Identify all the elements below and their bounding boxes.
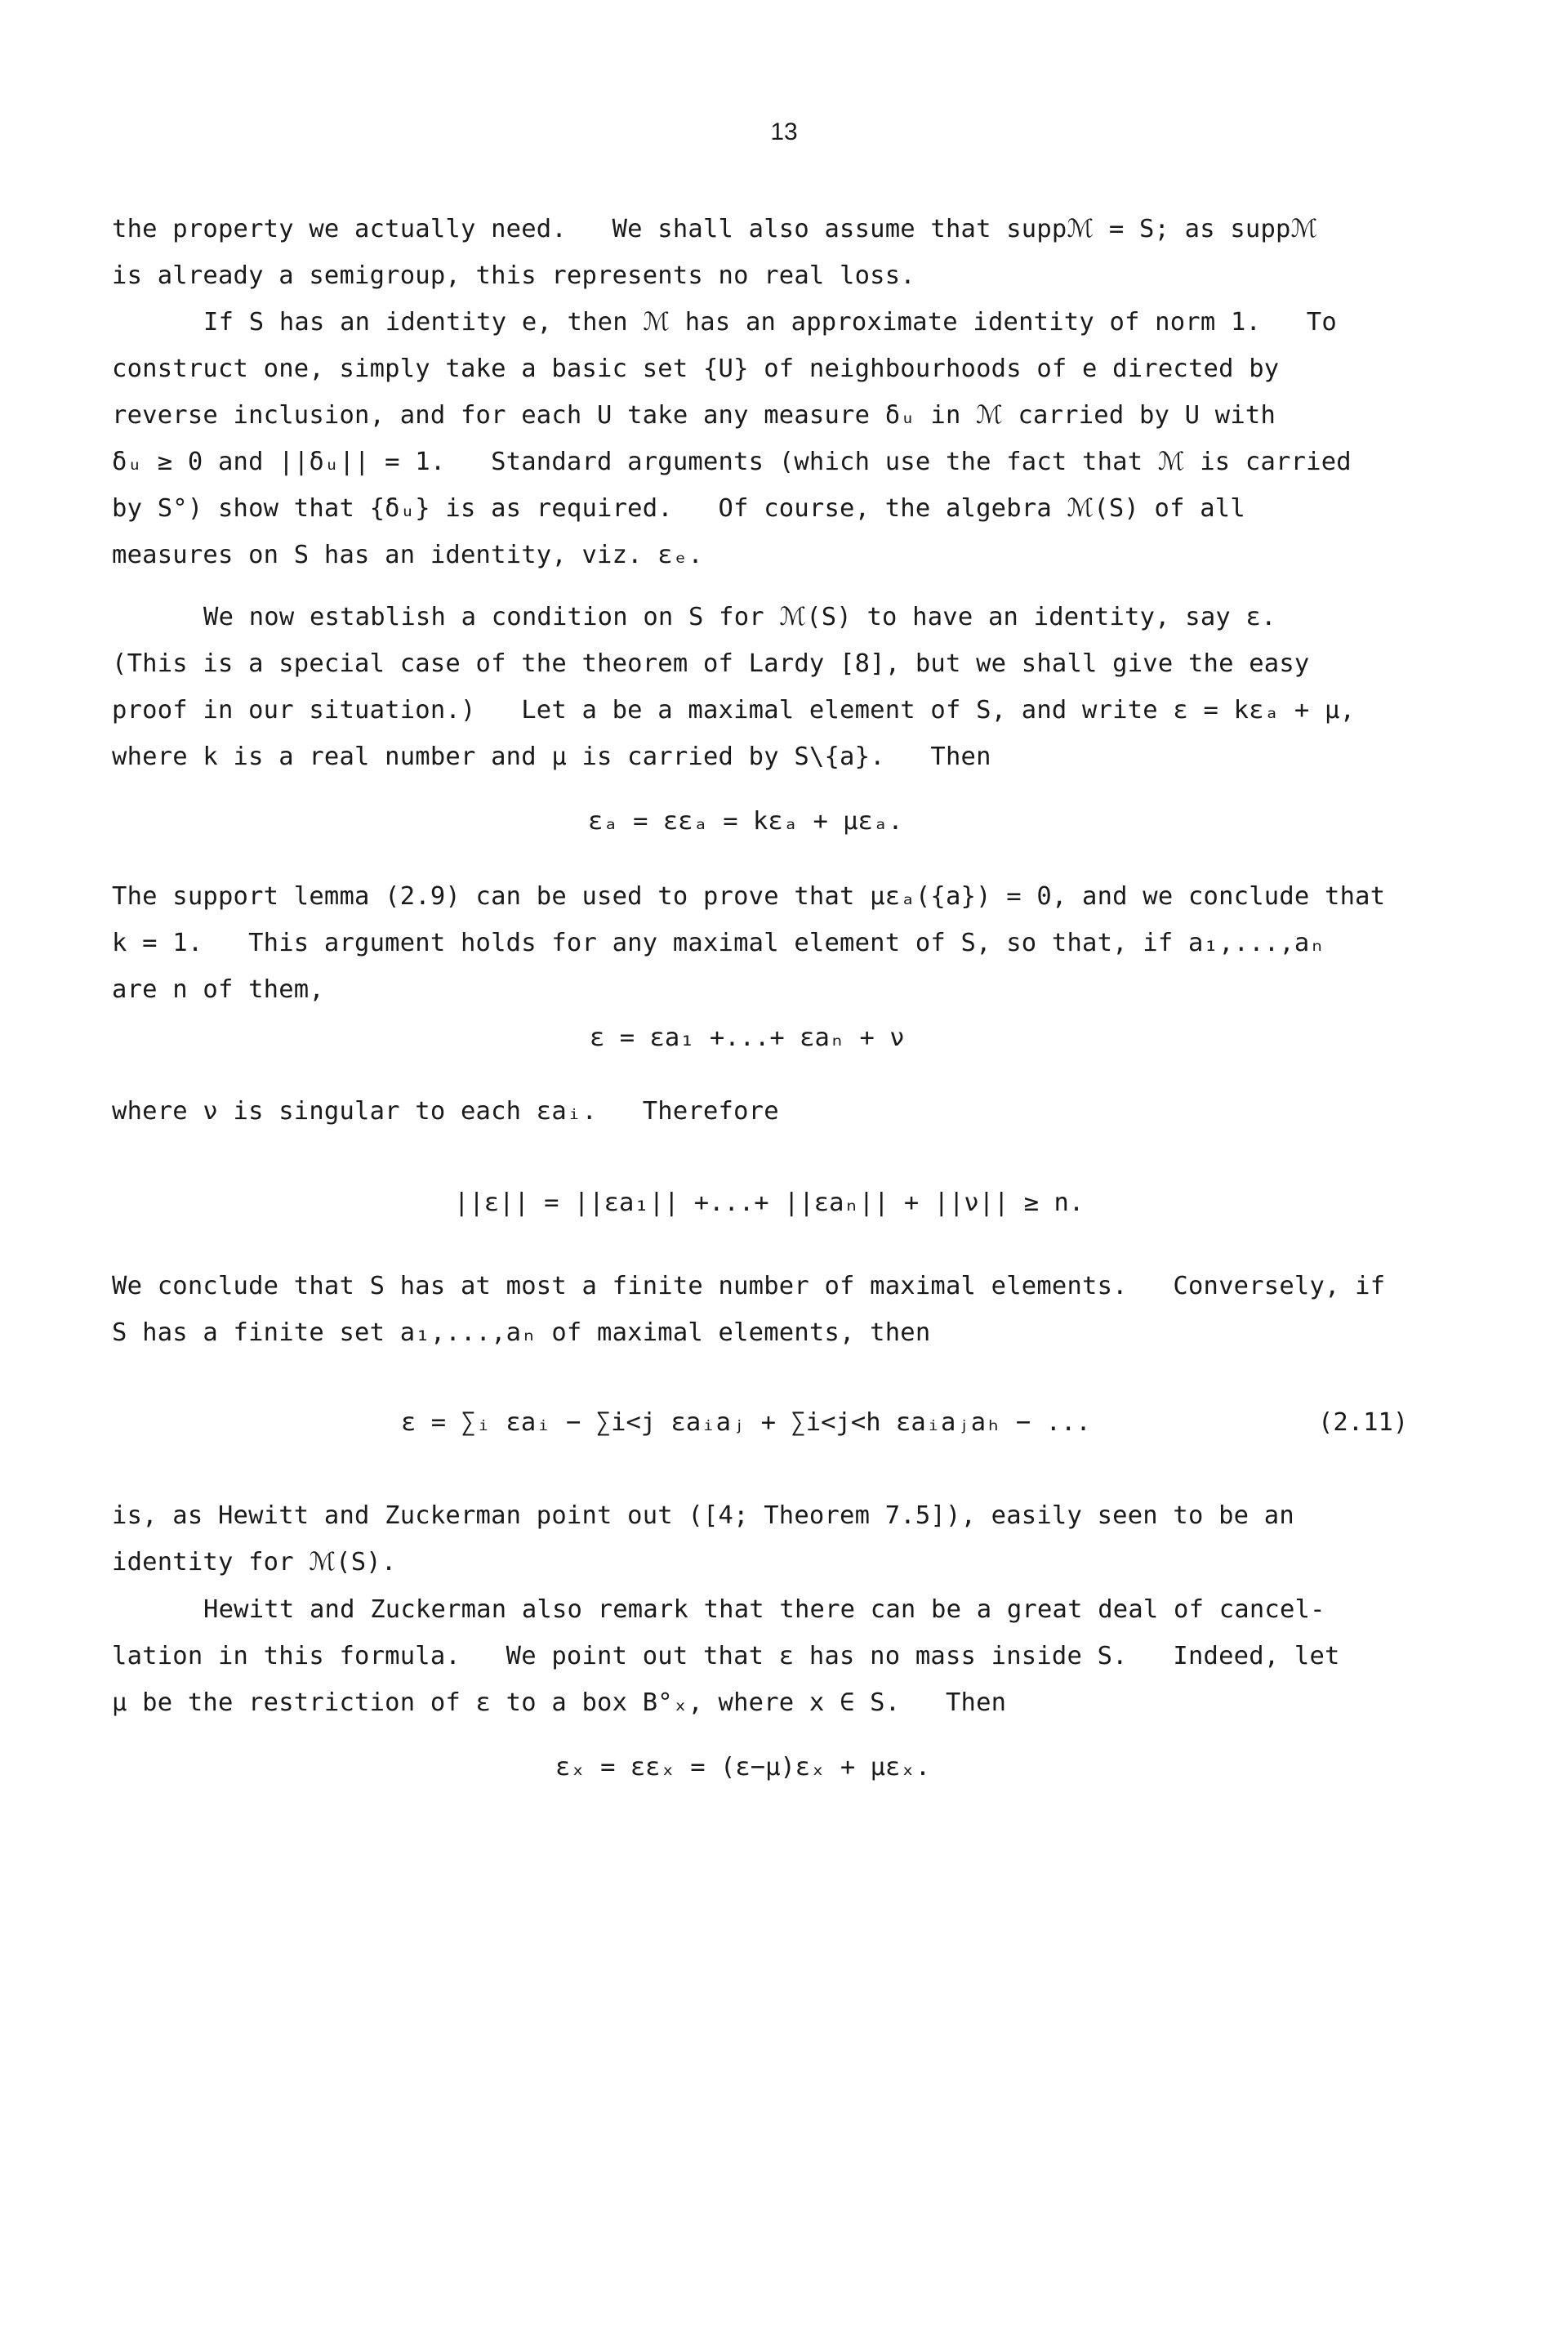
text-line: k = 1. This argument holds for any maximal element of S, so that, if a₁,...,aₙ (112, 929, 1325, 957)
display-equation: εₐ = εεₐ = kεₐ + μεₐ. (588, 807, 903, 836)
text-line: Hewitt and Zuckerman also remark that there can be a great deal of cancel- (203, 1595, 1325, 1624)
display-equation: ||ε|| = ||εa₁|| +...+ ||εaₙ|| + ||ν|| ≥ n. (454, 1189, 1085, 1217)
text-line: where k is a real number and μ is carried by S\{a}. Then (112, 743, 991, 771)
text-line: construct one, simply take a basic set {U} of neighbourhoods of e directed by (112, 355, 1280, 383)
text-line: δᵤ ≥ 0 and ||δᵤ|| = 1. Standard arguments (which use the fact that ℳ is carried (112, 448, 1352, 476)
text-line: If S has an identity e, then ℳ has an approximate identity of norm 1. To (203, 308, 1337, 337)
text-line: measures on S has an identity, viz. εₑ. (112, 541, 703, 569)
display-equation: ε = ∑ᵢ εaᵢ − ∑i<j εaᵢaⱼ + ∑i<j<h εaᵢaⱼaₕ − ... (401, 1408, 1091, 1437)
text-line: We now establish a condition on S for ℳ(S) to have an identity, say ε. (203, 603, 1276, 631)
text-line: proof in our situation.) Let a be a maximal element of S, and write ε = kεₐ + μ, (112, 696, 1356, 725)
text-line: We conclude that S has at most a finite number of maximal elements. Conversely, if (112, 1272, 1386, 1300)
display-equation: ε = εa₁ +...+ εaₙ + ν (590, 1024, 905, 1052)
text-line: The support lemma (2.9) can be used to prove that μεₐ({a}) = 0, and we conclude that (112, 882, 1386, 911)
text-line: by S°) show that {δᵤ} is as required. Of course, the algebra ℳ(S) of all (112, 494, 1245, 523)
text-line: lation in this formula. We point out that ε has no mass inside S. Indeed, let (112, 1642, 1340, 1670)
text-line: are n of them, (112, 975, 324, 1004)
text-line: is already a semigroup, this represents no real loss. (112, 261, 915, 290)
text-line: (This is a special case of the theorem of Lardy [8], but we shall give the easy (112, 649, 1310, 678)
text-line: identity for ℳ(S). (112, 1548, 397, 1577)
page-number: 13 (770, 118, 798, 145)
text-line: where ν is singular to each εaᵢ. Therefore (112, 1097, 779, 1126)
text-line: reverse inclusion, and for each U take any measure δᵤ in ℳ carried by U with (112, 401, 1276, 430)
display-equation: εₓ = εεₓ = (ε−μ)εₓ + μεₓ. (555, 1753, 931, 1782)
text-line: μ be the restriction of ε to a box B°ₓ, where x ∈ S. Then (112, 1688, 1007, 1717)
equation-number: (2.11) (1318, 1408, 1409, 1437)
text-line: the property we actually need. We shall also assume that suppℳ = S; as suppℳ (112, 215, 1318, 243)
text-line: S has a finite set a₁,...,aₙ of maximal elements, then (112, 1318, 931, 1347)
text-line: is, as Hewitt and Zuckerman point out ([4; Theorem 7.5]), easily seen to be an (112, 1501, 1294, 1530)
